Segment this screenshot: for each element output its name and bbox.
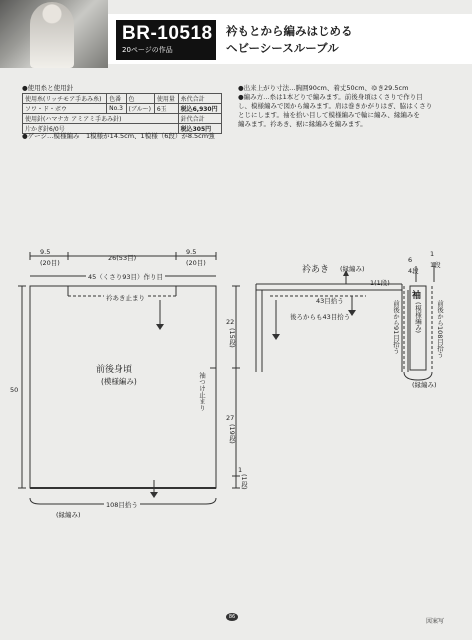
arrow-down-icon bbox=[272, 334, 280, 340]
right-dim-lower-rows: (19段) bbox=[228, 424, 236, 444]
sleeve-stop-label: 袖つけ止まり bbox=[198, 372, 206, 411]
body-panel-outline bbox=[30, 286, 216, 488]
cast-on-width: 45（くさり93目）作り目 bbox=[88, 273, 164, 281]
table-cell: 針代合計 bbox=[178, 114, 221, 124]
table-cell: No.3 bbox=[107, 104, 126, 114]
sleeve-dim: 6 bbox=[408, 256, 413, 264]
title-line-2: ヘビーシースルーブル bbox=[226, 41, 339, 55]
page-number: 86 bbox=[226, 613, 238, 621]
method-line: ●編み方…糸は1本どりで編みます。前後身頃はくさりで作り目 bbox=[238, 93, 423, 101]
sleeve-sub: (模様編み) bbox=[414, 302, 422, 334]
materials-heading: ●使用糸と使用針 bbox=[22, 84, 74, 92]
method-line: 編みます。衿あき、裾に縁編みを編みます。 bbox=[238, 120, 367, 128]
top-dim-left-rows: (20目) bbox=[40, 259, 60, 267]
top-dim-center: 26(53目) bbox=[108, 254, 137, 262]
title-line-1: 衿もとから編みはじめる bbox=[226, 24, 353, 38]
right-dim-edge: 1 bbox=[238, 466, 243, 474]
table-cell: 色番 bbox=[107, 94, 126, 104]
method-line: し、模様編みで図から編みます。肩は巻きかがりはぎ、脇はくさり bbox=[238, 102, 433, 110]
right-dim-upper: 22 bbox=[226, 318, 235, 326]
neck-rows-note: 1(1段) bbox=[370, 279, 390, 287]
size-text: ●出来上がり寸法…胸囲90cm、着丈50cm、ゆき29.5cm bbox=[238, 84, 409, 92]
table-cell: 6玉 bbox=[154, 104, 178, 114]
table-cell: ソワ・ド・ボウ bbox=[23, 104, 107, 114]
bottom-edge-label: (縁編み) bbox=[56, 511, 81, 519]
bottom-pickup: 108目拾う bbox=[106, 501, 138, 509]
top-dim-right-rows: (20目) bbox=[186, 259, 206, 267]
pattern-code: BR-10518 bbox=[122, 23, 213, 44]
table-cell: 使用針(ハマナカ アミアミ手あみ針) bbox=[23, 114, 179, 124]
gauge-text: ●ゲージ…模様編み 1模様が14.5cm、1模様（6段）が8.5cm強 bbox=[22, 132, 215, 140]
table-cell: 色 bbox=[126, 94, 154, 104]
sleeve-dim: 4段 bbox=[408, 267, 419, 275]
top-dim-left: 9.5 bbox=[40, 248, 51, 256]
sleeve-dim: 1 bbox=[430, 250, 435, 258]
right-dim-upper-rows: (15段) bbox=[228, 328, 236, 348]
corner-label: 図案写 bbox=[426, 618, 445, 625]
table-cell: (ブルー) bbox=[126, 104, 154, 114]
right-dim-lower: 27 bbox=[226, 414, 235, 422]
arrow-down-icon bbox=[150, 492, 158, 498]
top-dim-right: 9.5 bbox=[186, 248, 197, 256]
table-cell: 使用量 bbox=[154, 94, 178, 104]
sleeve-dim: 1段 bbox=[430, 261, 441, 269]
table-cell: 糸代合計 bbox=[178, 94, 221, 104]
arrow-down-icon bbox=[156, 324, 164, 330]
method-line: とじにします。袖を拾い目して模様編みで輪に編み、縁編みを bbox=[238, 111, 420, 119]
table-cell: 税込305円 bbox=[178, 124, 221, 134]
panel-sub: (模様編み) bbox=[101, 377, 137, 386]
pattern-subtitle: 20ページの作品 bbox=[122, 46, 173, 54]
neck-stop-label: 衿あき止まり bbox=[106, 294, 145, 302]
sleeve-back-pick: 前後から108目拾う bbox=[436, 300, 444, 358]
table-cell: 使用糸(リッチモア手あみ糸) bbox=[23, 94, 107, 104]
total-height: 50 bbox=[10, 386, 19, 394]
table-cell: 税込6,930円 bbox=[178, 104, 221, 114]
sleeve-front-pick: 前後から91目拾う bbox=[392, 300, 400, 354]
right-dim-edge-rows: (1段) bbox=[240, 474, 248, 490]
neck-title-sub: (縁編み) bbox=[340, 265, 365, 273]
panel-name: 前後身頃 bbox=[96, 365, 133, 375]
neck-pick-front: 43目拾う bbox=[316, 297, 344, 305]
neck-title: 衿あき bbox=[302, 265, 330, 275]
table-cell: 片かぎ針6/0号 bbox=[23, 124, 179, 134]
sleeve-edge: (縁編み) bbox=[412, 381, 437, 389]
sleeve-label: 袖 bbox=[412, 291, 422, 301]
neck-pick-back: 後ろからも43目拾う bbox=[290, 313, 351, 321]
